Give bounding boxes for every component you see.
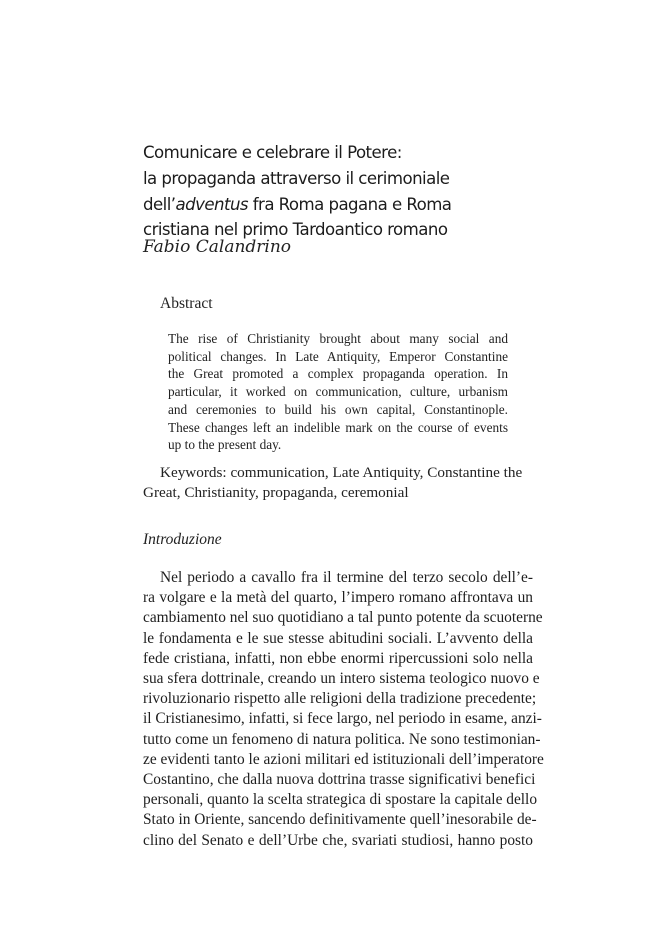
body-line: ra volgare e la metà del quarto, l’impero romano affrontava un — [143, 589, 533, 607]
body-line: clino del Senato e dell’Urbe che, svariati studiosi, hanno posto — [143, 831, 533, 849]
title-text: Comunicare e celebrare il Potere: — [143, 143, 402, 162]
title-text: la propaganda attraverso il cerimoniale — [143, 168, 450, 188]
title-line-2 — [143, 166, 543, 192]
body-line: personali, quanto la scelta strategica di spostare la capitale dello — [143, 791, 538, 809]
abstract-line: political changes. In Late Antiquity, Emperor Constantine — [168, 348, 508, 364]
title-line-1 — [143, 140, 543, 166]
title-line-3 — [143, 192, 543, 218]
body-line: fede cristiana, infatti, non ebbe enormi ripercussioni solo nella — [143, 649, 533, 667]
body-line: le fondamenta e le sue stesse abitudini sociali. L’avvento della — [143, 629, 533, 647]
title-emphasis: adventus — [175, 194, 249, 214]
abstract-line: the Great promoted a complex propaganda operation. In — [168, 366, 508, 382]
keywords-line: Keywords: communication, Late Antiquity, Constantine the — [160, 464, 523, 481]
paper-title — [143, 140, 543, 243]
abstract-line: up to the present day. — [168, 437, 282, 453]
abstract-line: particular, it worked on communication, culture, urbanism — [168, 384, 508, 400]
body-line: rivoluzionario rispetto alle religioni della tradizione precedente; — [143, 690, 537, 708]
body-line: il Cristianesimo, infatti, si fece largo, nel periodo in esame, anzi- — [143, 710, 542, 728]
title-text: cristiana nel primo Tardoantico romano — [143, 220, 448, 240]
title-text: dell’ — [143, 194, 176, 214]
body-line: Costantino, che dalla nuova dottrina trasse significativi benefici — [143, 771, 536, 789]
keywords-line: Great, Christianity, propaganda, ceremonial — [143, 484, 409, 501]
body-paragraph — [143, 568, 544, 851]
body-line: cambiamento nel suo quotidiano a tal punto potente da scuoterne — [143, 609, 543, 627]
body-line: Nel periodo a cavallo fra il termine del terzo secolo dell’e- — [160, 569, 533, 586]
title-text: fra Roma pagana e Roma — [248, 194, 452, 214]
section-heading: Introduzione — [143, 531, 222, 548]
keywords — [143, 463, 533, 503]
body-line: ze evidenti tanto le azioni militari ed istituzionali dell’imperatore — [143, 750, 544, 768]
abstract-body — [168, 330, 508, 454]
abstract-line: and ceremonies to build his own capital, Constantinople. — [168, 401, 508, 417]
abstract-heading: Abstract — [160, 295, 213, 312]
abstract-line: These changes left an indelible mark on the course of events — [168, 419, 508, 435]
body-line: tutto come un fenomeno di natura politica. Ne sono testimonian- — [143, 730, 541, 748]
abstract-line: The rise of Christianity brought about many social and — [168, 331, 508, 346]
author-name: Fabio Calandrino — [143, 237, 292, 257]
body-line: Stato in Oriente, sancendo definitivamente quell’inesorabile de- — [143, 811, 537, 829]
body-line: sua sfera dottrinale, creando un intero sistema teologico nuovo e — [143, 670, 540, 688]
